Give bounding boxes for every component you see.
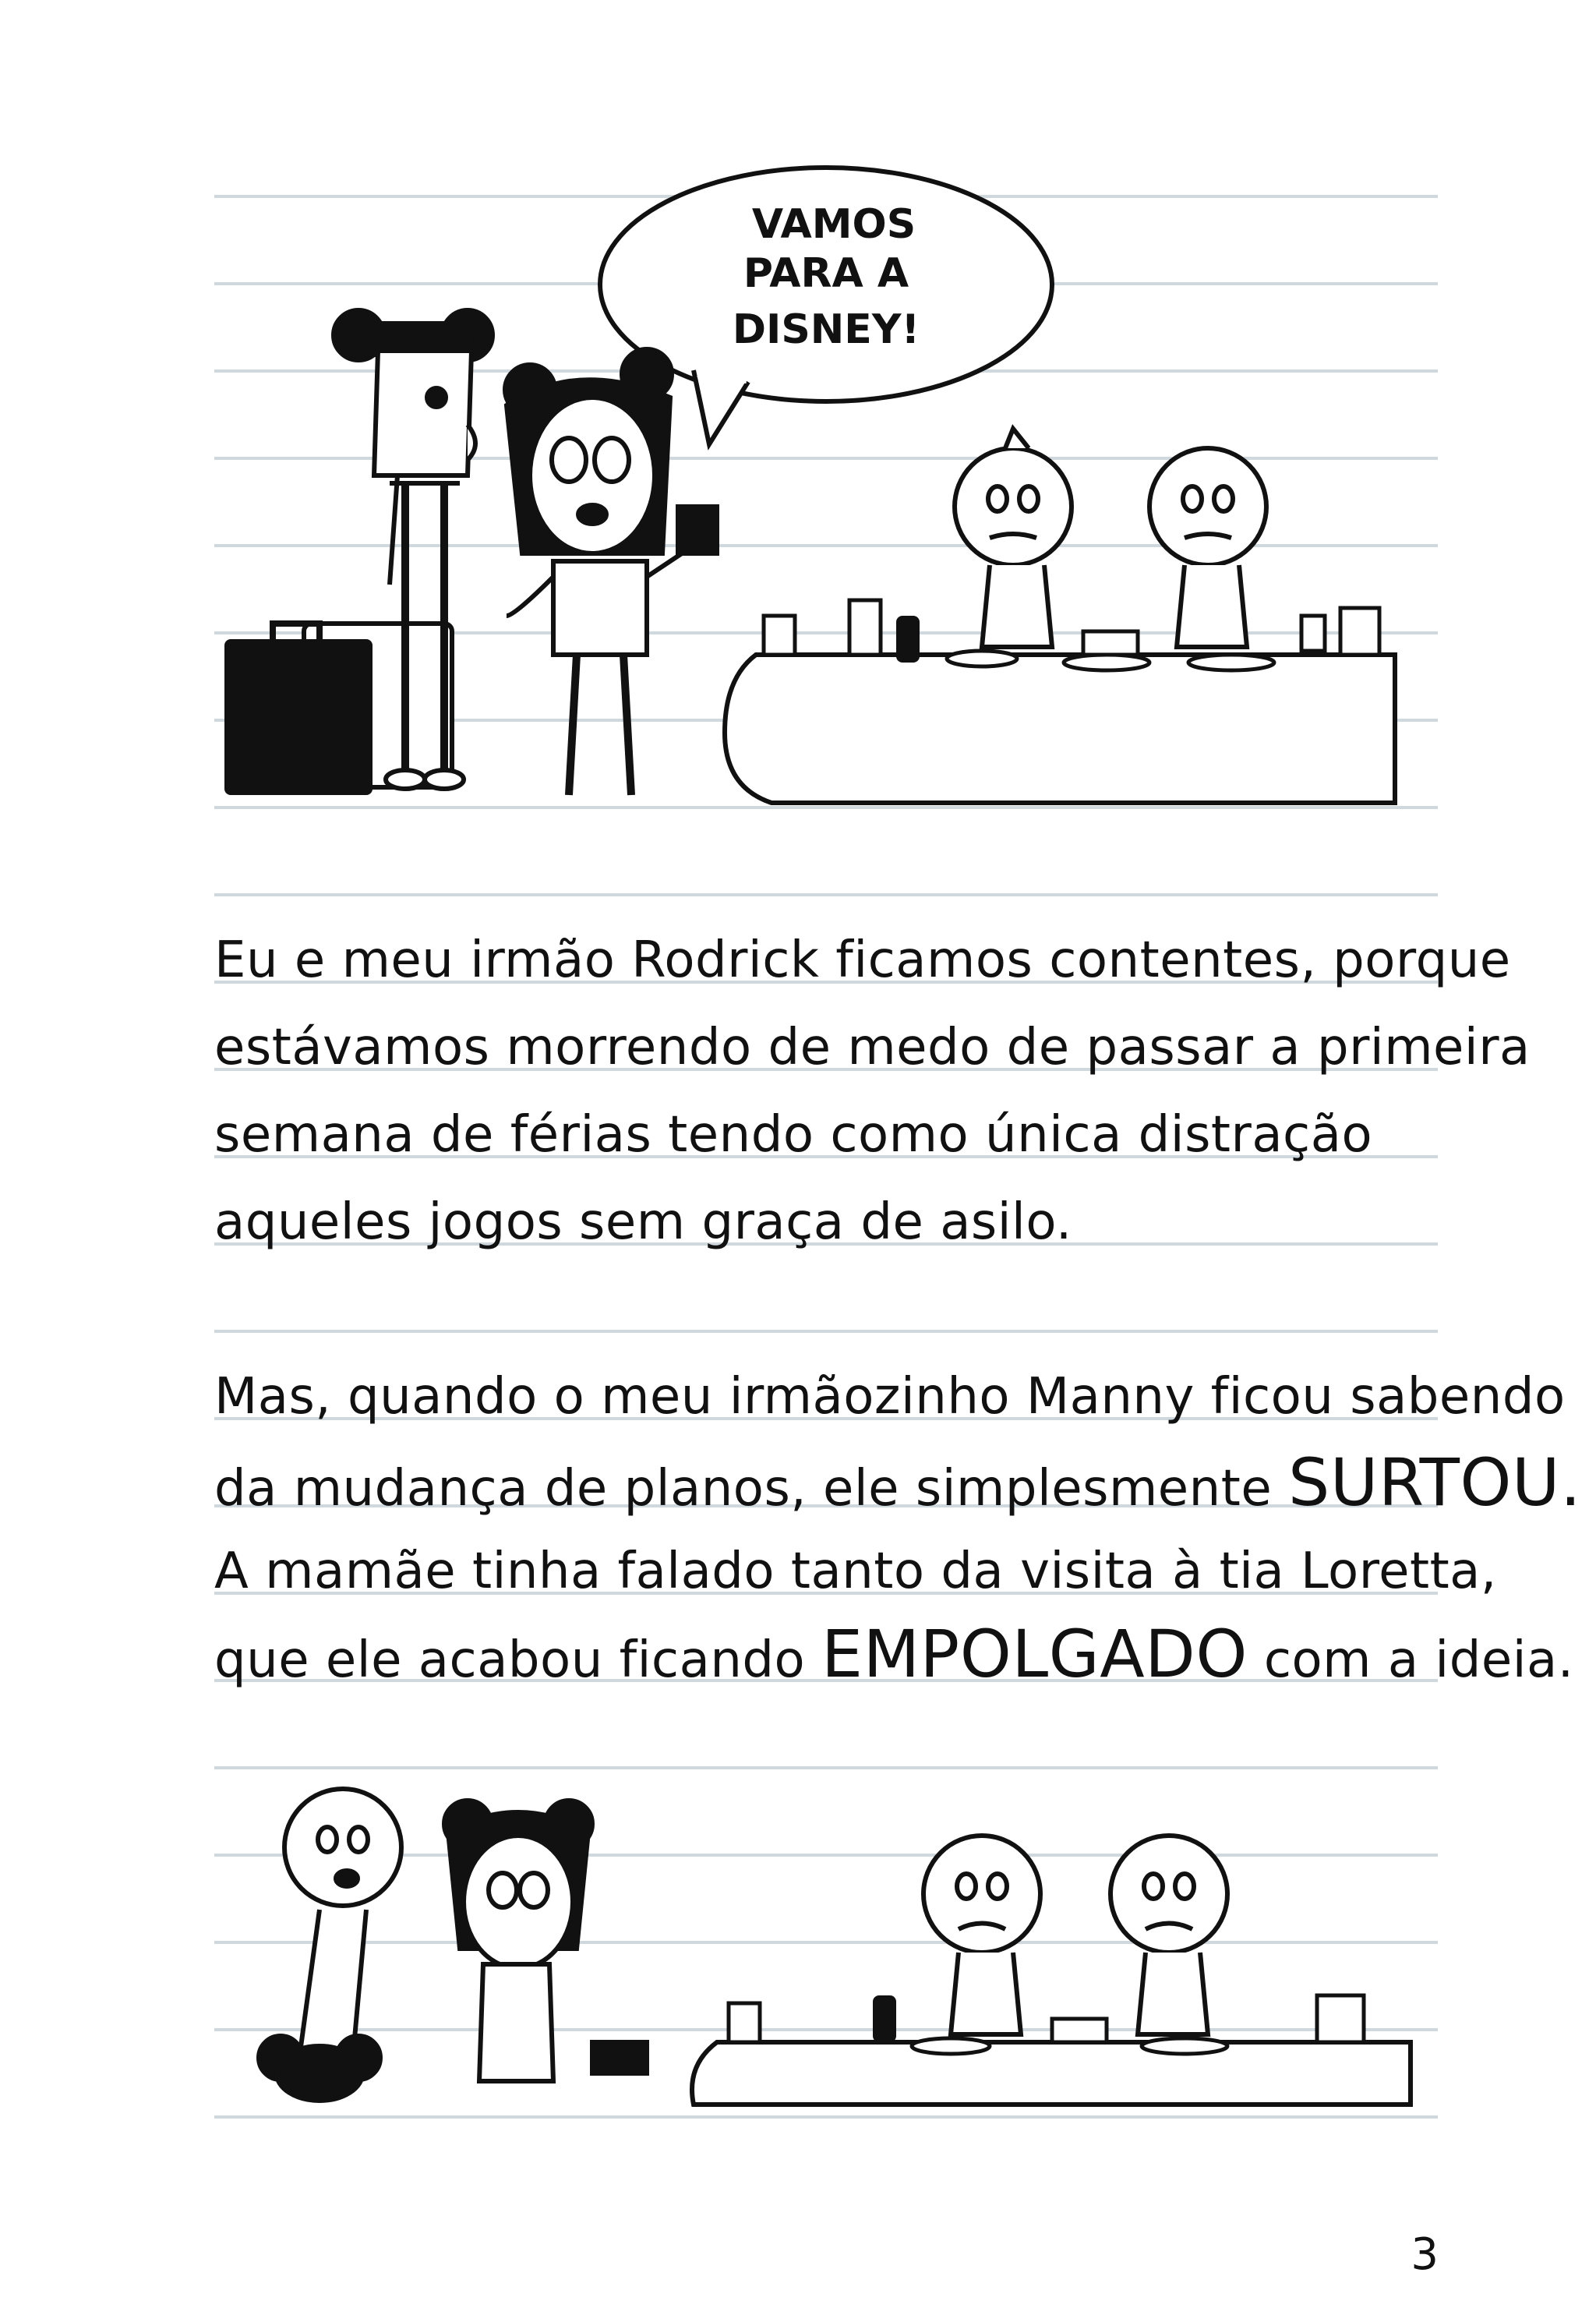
- breakfast-table-bottom: [692, 1995, 1411, 2105]
- paragraph-1-line-2: estávamos morrendo de medo de passar a primeira: [214, 1019, 1531, 1076]
- grandpa-figure-bottom: [1110, 1836, 1227, 2034]
- rodrick-figure-bottom: [259, 1789, 401, 2101]
- paragraph-2-line-1: Mas, quando o meu irmãozinho Manny ficou sabendo: [214, 1368, 1566, 1426]
- paragraph-1-line-3: semana de férias tendo como única distração: [214, 1106, 1373, 1164]
- breakfast-table: [725, 600, 1395, 803]
- bubble-line-3: DISNEY!: [732, 306, 920, 353]
- paragraph-2-line-3: A mamãe tinha falado tanto da visita à tia Loretta,: [214, 1543, 1497, 1600]
- paragraph-2-line-4-text-c: com a ideia.: [1247, 1631, 1574, 1689]
- mom-figure: [505, 349, 717, 795]
- top-illustration: [210, 148, 1442, 834]
- paragraph-1-line-1: Eu e meu irmão Rodrick ficamos contentes, porque: [214, 931, 1511, 989]
- mom-figure-bottom: [444, 1801, 647, 2081]
- emphasis-surtou: SURTOU.: [1288, 1444, 1582, 1521]
- bubble-line-1: VAMOS: [751, 201, 916, 248]
- suitcases: [224, 624, 452, 795]
- grandpa-figure: [1149, 448, 1266, 647]
- greg-figure: [955, 429, 1072, 647]
- paragraph-2-line-4-text-a: que ele acabou ficando: [214, 1631, 821, 1689]
- bubble-line-2: PARA A: [743, 250, 909, 297]
- paragraph-2-line-4: [214, 1616, 1574, 1692]
- greg-figure-bottom: [923, 1836, 1040, 2034]
- emphasis-empolgado: EMPOLGADO: [821, 1616, 1248, 1692]
- paragraph-2-line-2-text: da mudança de planos, ele simplesmente: [214, 1460, 1289, 1518]
- paragraph-2-line-2: [214, 1444, 1582, 1521]
- paragraph-1-line-4: aqueles jogos sem graça de asilo.: [214, 1193, 1072, 1251]
- bottom-illustration: [210, 1754, 1442, 2112]
- page-number: 3: [1411, 2229, 1439, 2280]
